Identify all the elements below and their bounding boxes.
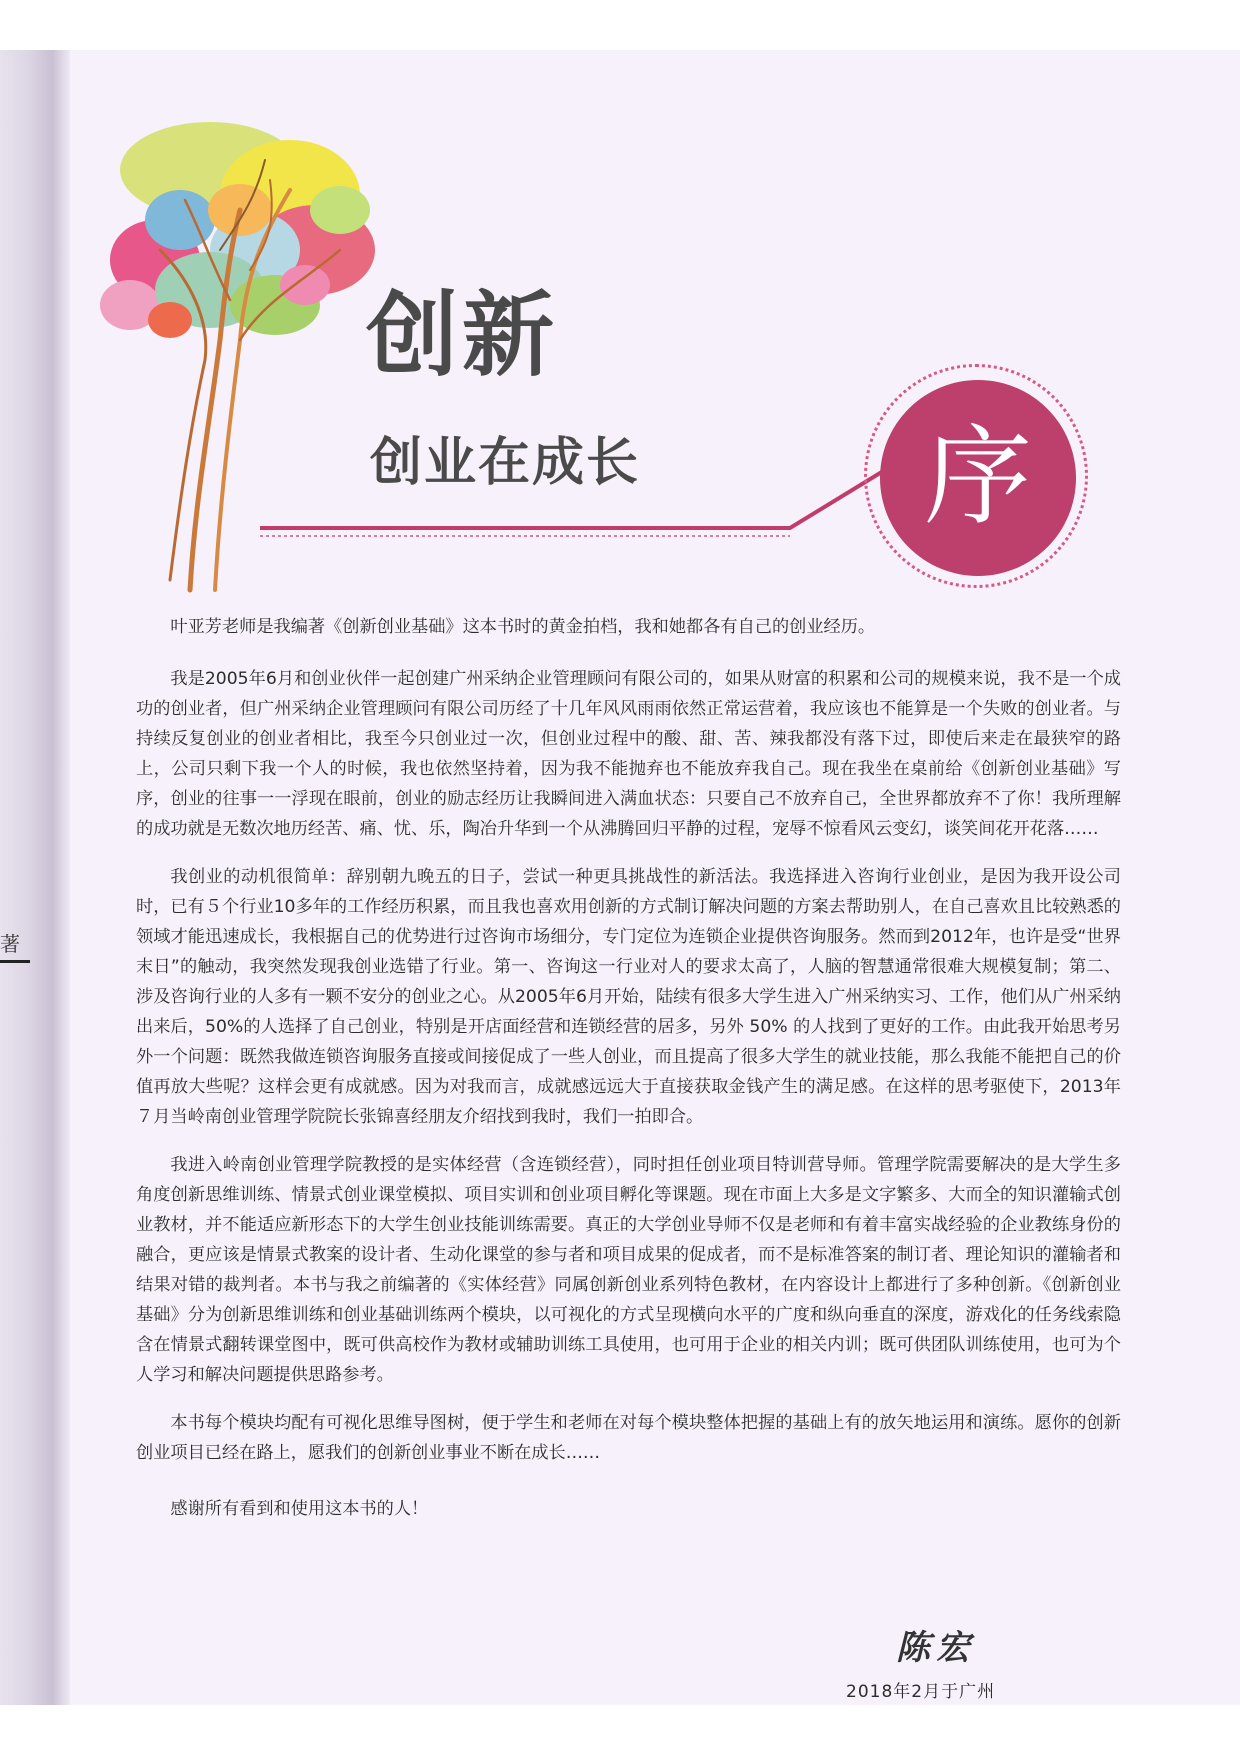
gutter-rule xyxy=(0,960,30,963)
signature-date: 2018年2月于广州 xyxy=(846,1682,996,1702)
page-title: 创新 xyxy=(366,282,559,389)
page-gutter xyxy=(0,50,70,1705)
thanks-line: 感谢所有看到和使用这本书的人！ xyxy=(170,1499,429,1519)
paragraph: 叶亚芳老师是我编著《创新创业基础》这本书时的黄金拍档，我和她都各有自己的创业经历。 xyxy=(170,617,876,637)
gutter-edge-text: 著 xyxy=(0,932,20,956)
paragraph: 本书每个模块均配有可视化思维导图树，便于学生和老师在对每个模块整体把握的基础上有的放矢地运用和演练。愿你的创新创业项目已经在路上，愿我们的创新创业事业不断在成长…… xyxy=(136,1413,1121,1463)
preface-body xyxy=(136,612,1121,1542)
tree-illustration xyxy=(90,100,390,600)
author-signature: 陈宏 xyxy=(896,1628,976,1668)
paragraph: 我创业的动机很简单：辞别朝九晚五的日子，尝试一种更具挑战性的新活法。我选择进入咨询行业创业，是因为我开设公司时，已有５个行业10多年的工作经历积累，而且我也喜欢用创新的方式制订解决问题的方案去帮助别人，在自己喜欢且比较熟悉的领域才能迅速成长，我根据自己的优势进行过咨询市场细分，专门定位为连锁企业提供咨询服务。然而到2012年，也许是受“世界末日”的触动，我突然发现我创业选错了行业。第一、咨询这一行业对人的要求太高了，人脑的智慧通常很难大规模复制；第二、涉及咨询行业的人多有一颗不安分的创业之心。从2005年6月开始，陆续有很多大学生进入广州采纳实习、工作，他们从广州采纳出来后，50%的人选择了自己创业，特别是开店面经营和连锁经营的居多，另外 50% 的人找到了更好的工作。由此我开始思考另外一个问题：既然我做连锁咨询服务直接或间接促成了一些人创业，而且提高了很多大学生的就业技能，那么我能不能把自己的价值再放大些呢？这样会更有成就感。因为对我而言，成就感远远大于直接获取金钱产生的满足感。在这样的思考驱使下，2013年７月当岭南创业管理学院院长张锦喜经朋友介绍找到我时，我们一拍即合。 xyxy=(136,867,1121,1127)
book-page xyxy=(0,50,1240,1705)
paragraph: 我进入岭南创业管理学院教授的是实体经营（含连锁经营），同时担任创业项目特训营导师。管理学院需要解决的是大学生多角度创新思维训练、情景式创业课堂模拟、项目实训和创业项目孵化等课题。现在市面上大多是文字繁多、大而全的知识灌输式创业教材，并不能适应新形态下的大学生创业技能训练需要。真正的大学创业导师不仅是老师和有着丰富实战经验的企业教练身份的融合，更应该是情景式教案的设计者、生动化课堂的参与者和项目成果的促成者，而不是标准答案的制订者、理论知识的灌输者和结果对错的裁判者。本书与我之前编著的《实体经营》同属创新创业系列特色教材，在内容设计上都进行了多种创新。《创新创业基础》分为创新思维训练和创业基础训练两个模块，以可视化的方式呈现横向水平的广度和纵向垂直的深度，游戏化的任务线索隐含在情景式翻转课堂图中，既可供高校作为教材或辅助训练工具使用，也可用于企业的相关内训；既可供团队训练使用，也可为个人学习和解决问题提供思路参考。 xyxy=(136,1155,1121,1385)
paragraph: 我是2005年6月和创业伙伴一起创建广州采纳企业管理顾问有限公司的，如果从财富的积累和公司的规模来说，我不是一个成功的创业者，但广州采纳企业管理顾问有限公司历经了十几年风风雨雨依然正常运营着，我应该也不能算是一个失败的创业者。与持续反复创业的创业者相比，我至今只创业过一次，但创业过程中的酸、甜、苦、辣我都没有落下过，即使后来走在最狭窄的路上，公司只剩下我一个人的时候，我也依然坚持着，因为我不能抛弃也不能放弃我自己。现在我坐在桌前给《创新创业基础》写序，创业的往事一一浮现在眼前，创业的励志经历让我瞬间进入满血状态：只要自己不放弃自己，全世界都放弃不了你！我所理解的成功就是无数次地历经苦、痛、忧、乐，陶冶升华到一个从沸腾回归平静的过程，宠辱不惊看风云变幻，谈笑间花开花落…… xyxy=(136,669,1121,839)
page-subtitle: 创业在成长 xyxy=(370,433,641,493)
preface-badge xyxy=(880,380,1076,576)
preface-badge-label: 序 xyxy=(923,415,1032,540)
